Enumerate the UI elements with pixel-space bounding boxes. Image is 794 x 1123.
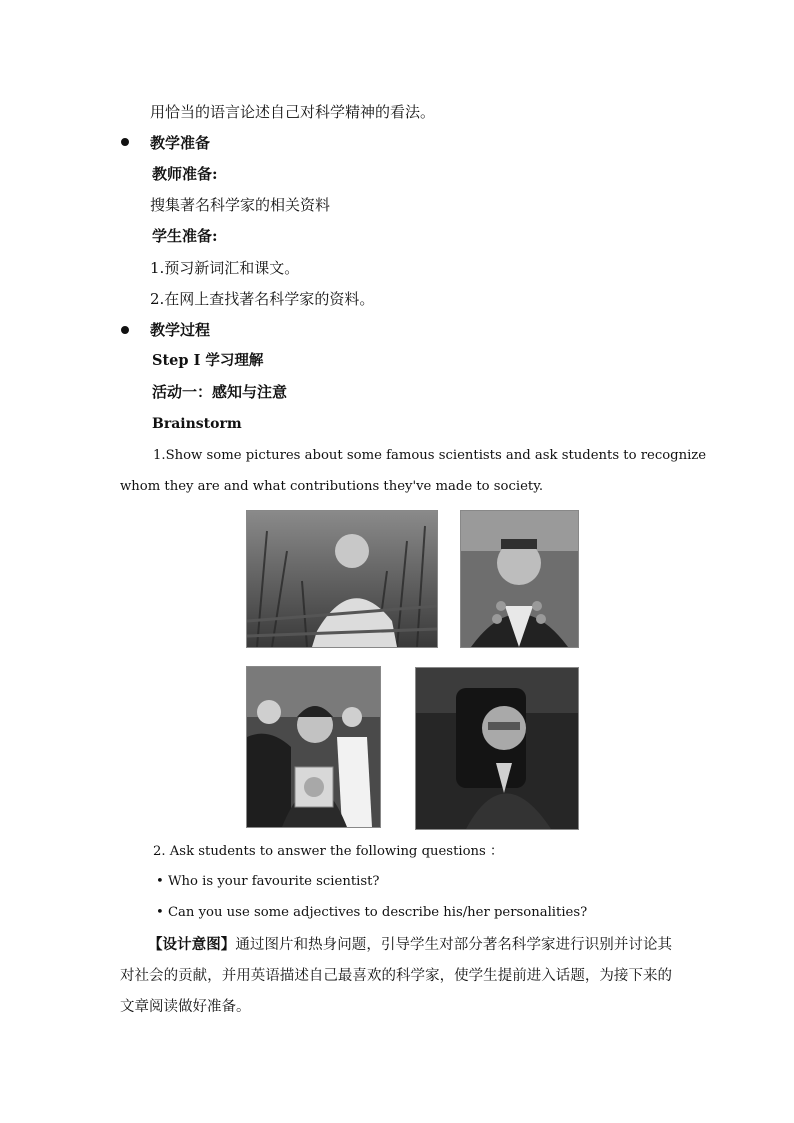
photo-scientist-chair	[415, 667, 579, 830]
prep-heading: 教学准备	[150, 134, 211, 152]
photo-scientist-portrait	[460, 510, 579, 648]
photo-scientist-award	[246, 666, 381, 828]
task-2-line: 2. Ask students to answer the following questions ：	[153, 844, 504, 859]
activity-heading: 活动一：感知与注意	[152, 383, 288, 401]
task-1-line-2: whom they are and what contributions they've made to society.	[120, 479, 544, 494]
teacher-prep-label: 教师准备:	[152, 165, 218, 183]
design-intent-paragraph	[120, 929, 672, 1023]
question-1: • Who is your favourite scientist?	[156, 874, 380, 889]
question-2: • Can you use some adjectives to describe his/her personalities?	[156, 905, 588, 920]
bullet-icon	[121, 138, 129, 146]
photo-scientist-field	[246, 510, 438, 648]
process-heading: 教学过程	[150, 321, 211, 339]
intro-line: 用恰当的语言论述自己对科学精神的看法。	[150, 103, 436, 121]
student-prep-label: 学生准备:	[152, 227, 218, 245]
teacher-prep-text: 搜集著名科学家的相关资料	[150, 196, 331, 214]
task-1-line-1: 1.Show some pictures about some famous scientists and ask students to recognize	[153, 448, 707, 463]
student-prep-item-1: 1.预习新词汇和课文。	[150, 259, 300, 277]
design-intent-text: 通过图片和热身问题，引导学生对部分著名科学家进行识别并讨论其对社会的贡献，并用英语描述自己最喜欢的科学家，使学生提前进入话题，为接下来的文章阅读做好准备。	[120, 937, 672, 1015]
design-intent-label: 【设计意图】	[148, 936, 236, 953]
step-heading: Step I 学习理解	[152, 352, 264, 369]
student-prep-item-2: 2.在网上查找著名科学家的资料。	[150, 290, 375, 308]
bullet-icon	[121, 326, 129, 334]
brainstorm-heading: Brainstorm	[152, 416, 242, 432]
